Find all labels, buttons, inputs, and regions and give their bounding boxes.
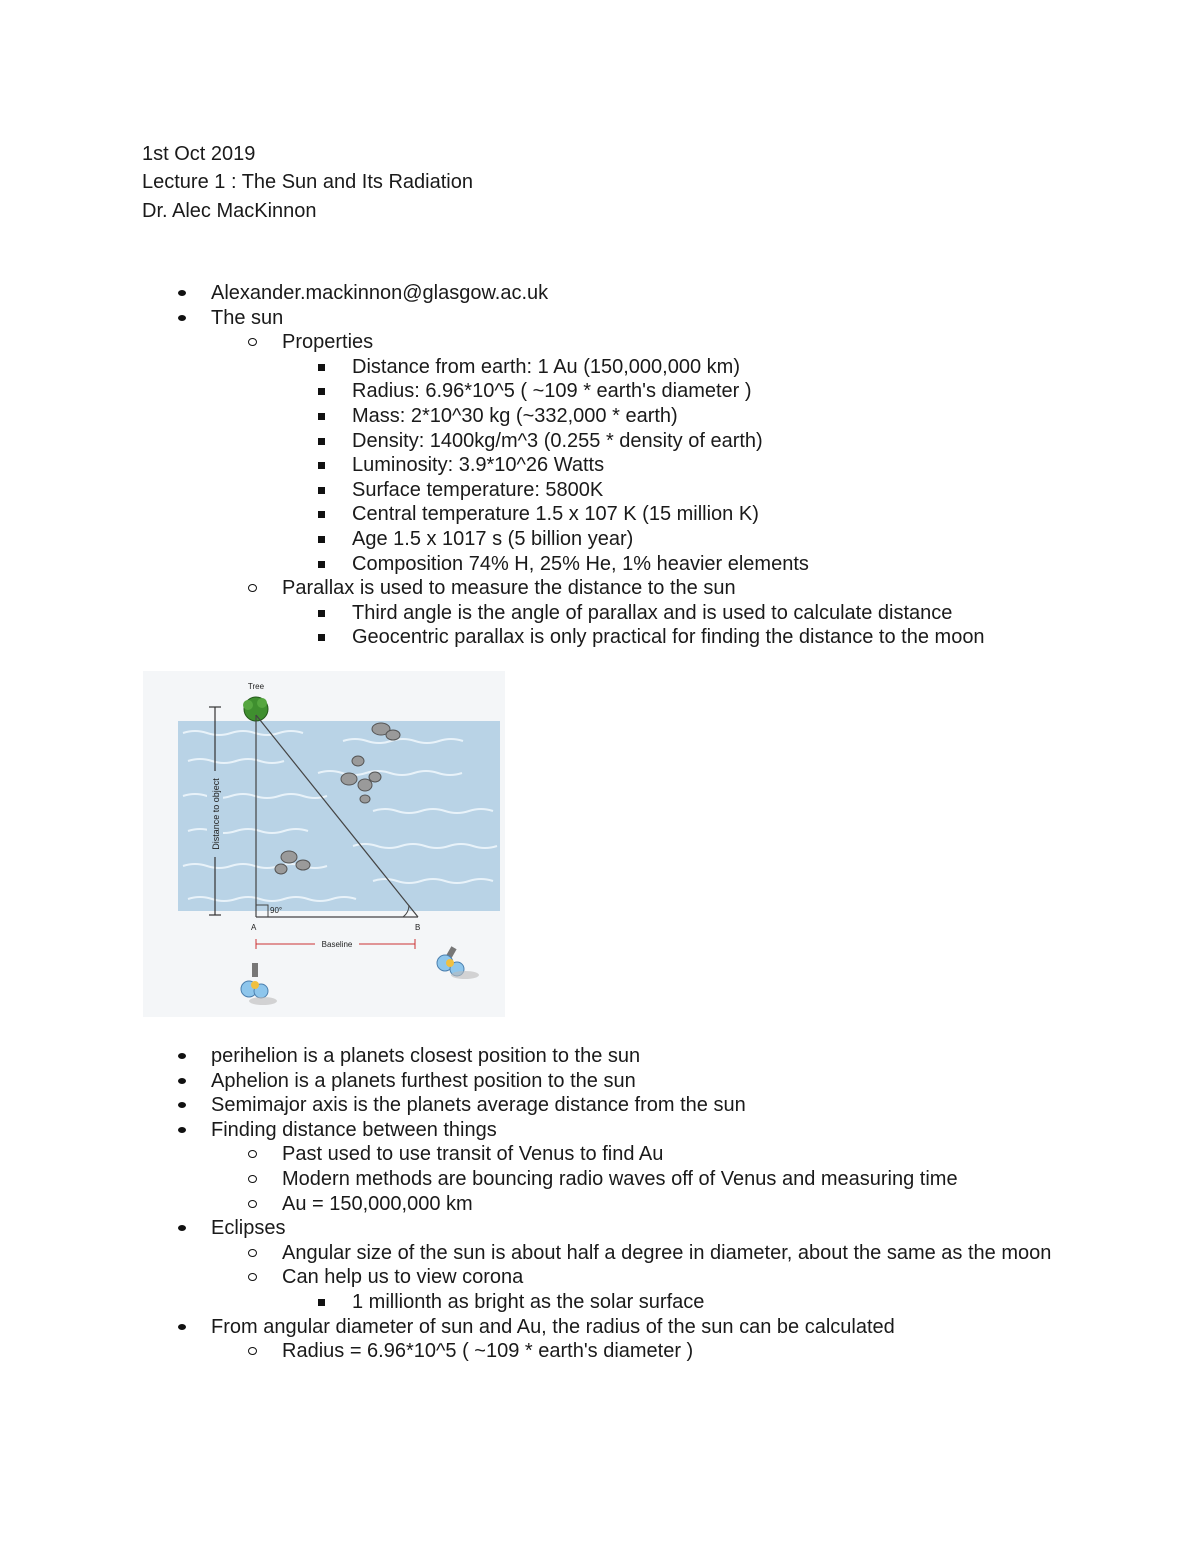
list-item [0, 552, 1200, 577]
list-item-text: Composition 74% H, 25% He, 1% heavier elements [352, 552, 809, 575]
bullet-marker [176, 1093, 190, 1117]
list-item [0, 1167, 1200, 1192]
tree-foliage-left [243, 700, 253, 710]
list-item-text: Radius: 6.96*10^5 ( ~109 * earth's diameter ) [352, 380, 752, 403]
bullet-marker [316, 625, 330, 649]
list-item-text: Central temperature 1.5 x 107 K (15 million K) [352, 503, 759, 526]
list-item-text: Third angle is the angle of parallax and is used to calculate distance [352, 601, 953, 624]
list-item [0, 502, 1200, 527]
bullet-marker [176, 1118, 190, 1142]
list-item [0, 330, 1200, 355]
list-item [0, 1241, 1062, 1266]
bullet-marker [316, 1290, 330, 1314]
notes-list-distances-eclipses [0, 1044, 1200, 1364]
bullet-marker [246, 576, 260, 600]
list-item-text: Au = 150,000,000 km [282, 1192, 473, 1215]
list-item-text: Mass: 2*10^30 kg (~332,000 * earth) [352, 404, 678, 427]
list-item [0, 1315, 1200, 1340]
list-item-text: Aphelion is a planets furthest position to the sun [211, 1069, 636, 1092]
list-item-text: Angular size of the sun is about half a degree in diameter, about the same as the moon [282, 1241, 1052, 1264]
list-item [0, 601, 1200, 626]
list-item-text: Distance from earth: 1 Au (150,000,000 km) [352, 355, 740, 378]
list-item-text: Geocentric parallax is only practical for finding the distance to the moon [352, 626, 985, 649]
list-item [0, 1265, 1200, 1290]
river-bank [178, 911, 500, 921]
tree-label: Tree [247, 682, 265, 691]
list-item [0, 1339, 1200, 1364]
list-item [0, 1093, 1200, 1118]
list-item-text: From angular diameter of sun and Au, the radius of the sun can be calculated [211, 1315, 895, 1338]
parallax-diagram-svg [143, 671, 505, 1017]
bullet-marker [316, 478, 330, 502]
list-item-text: Properties [282, 331, 374, 354]
list-item [0, 404, 1200, 429]
list-item-text: Radius = 6.96*10^5 ( ~109 * earth's diameter ) [282, 1340, 694, 1363]
tree-foliage-right [257, 698, 267, 708]
list-item [0, 527, 1200, 552]
list-item [0, 429, 1200, 454]
bullet-marker [316, 552, 330, 576]
right-angle-label: 90° [270, 906, 283, 915]
list-item-text: Semimajor axis is the planets average distance from the sun [211, 1094, 746, 1117]
bullet-marker [316, 355, 330, 379]
bullet-marker [246, 1167, 260, 1191]
list-item [0, 1216, 1200, 1241]
bullet-marker [176, 281, 190, 305]
list-item-text: Surface temperature: 5800K [352, 478, 604, 501]
list-item [0, 1192, 1200, 1217]
list-item [0, 379, 1200, 404]
bullet-marker [246, 1265, 260, 1289]
list-item [0, 1069, 1200, 1094]
list-item-text: Past used to use transit of Venus to find Au [282, 1143, 664, 1166]
list-item-text: perihelion is a planets closest position to the sun [211, 1045, 641, 1067]
bullet-marker [246, 1241, 260, 1265]
lecturer-name: Dr. Alec MacKinnon [142, 200, 317, 222]
lecture-title: Lecture 1 : The Sun and Its Radiation [142, 171, 473, 193]
bullet-marker [246, 1192, 260, 1216]
point-b-label: B [415, 923, 421, 932]
list-item-text: Eclipses [211, 1217, 286, 1240]
bullet-marker [316, 379, 330, 403]
list-item [0, 453, 1200, 478]
bullet-marker [246, 330, 260, 354]
bullet-marker [176, 1216, 190, 1240]
doc-date: 1st Oct 2019 [142, 143, 256, 165]
bullet-marker [316, 453, 330, 477]
list-item [0, 625, 1200, 650]
list-item [0, 478, 1200, 503]
bullet-marker [176, 1315, 190, 1339]
list-item [0, 281, 1200, 306]
notes-list-sun-properties [0, 281, 1200, 650]
bullet-marker [316, 429, 330, 453]
parallax-diagram [143, 671, 505, 1017]
list-item-text: Finding distance between things [211, 1118, 497, 1141]
list-item-text: Parallax is used to measure the distance to the sun [282, 577, 736, 600]
baseline-label: Baseline [321, 940, 353, 949]
bullet-marker [316, 404, 330, 428]
bullet-marker [316, 601, 330, 625]
list-item [0, 576, 1200, 601]
list-item-text: Can help us to view corona [282, 1266, 524, 1289]
distance-label: Distance to object [211, 778, 221, 850]
list-item-text: Modern methods are bouncing radio waves off of Venus and measuring time [282, 1167, 958, 1190]
bullet-marker [176, 1069, 190, 1093]
list-item [0, 1118, 1200, 1143]
list-item-text: Alexander.mackinnon@glasgow.ac.uk [211, 282, 549, 304]
bullet-marker [316, 527, 330, 551]
bullet-marker [316, 502, 330, 526]
list-item [0, 1044, 1200, 1069]
list-item-text: 1 millionth as bright as the solar surface [352, 1290, 705, 1313]
list-item [0, 1142, 1200, 1167]
list-item-text: Age 1.5 x 1017 s (5 billion year) [352, 527, 634, 550]
list-item [0, 306, 1200, 331]
bullet-marker [246, 1142, 260, 1166]
list-item-text: Luminosity: 3.9*10^26 Watts [352, 454, 605, 477]
bullet-marker [246, 1339, 260, 1363]
list-item-text: The sun [211, 306, 284, 329]
list-item [0, 1290, 1200, 1315]
bullet-marker [176, 306, 190, 330]
list-item [0, 355, 1200, 380]
list-item-text: Density: 1400kg/m^3 (0.255 * density of earth) [352, 429, 763, 452]
bullet-marker [176, 1044, 190, 1068]
point-a-label: A [251, 923, 257, 932]
